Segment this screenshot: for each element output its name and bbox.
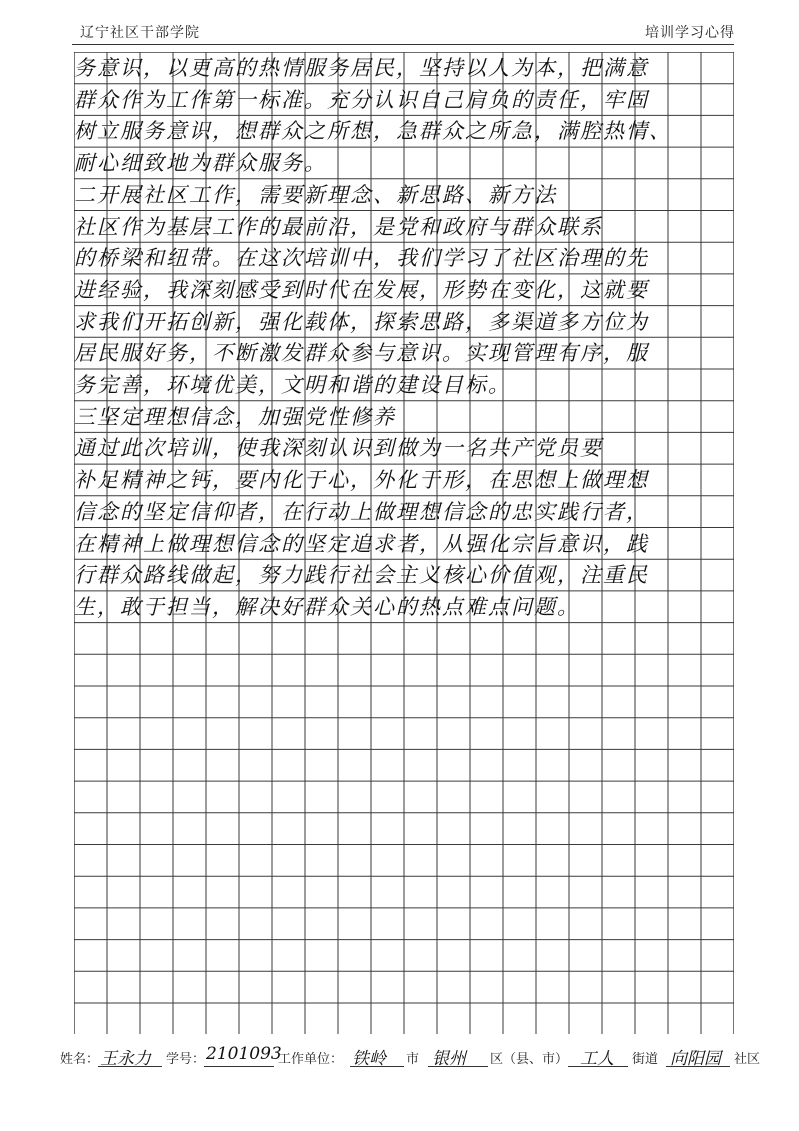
handwritten-line: 生，敢于担当，解决好群众关心的热点难点问题。 xyxy=(74,594,580,619)
district-underline xyxy=(428,1066,488,1067)
handwritten-line: 居民服好务，不断激发群众参与意识。实现管理有序，服 xyxy=(74,341,649,366)
handwritten-line xyxy=(74,846,734,876)
header-institution: 辽宁社区干部学院 xyxy=(80,25,200,41)
street-underline xyxy=(568,1066,628,1067)
handwritten-line: 求我们开拓创新，强化载体，探索思路，多渠道多方位为 xyxy=(74,309,649,334)
name-underline xyxy=(98,1066,162,1067)
handwritten-line xyxy=(74,750,734,780)
id-value: 2101093 xyxy=(206,1044,282,1064)
handwritten-line: 行群众路线做起，努力践行社会主义核心价值观，注重民 xyxy=(74,563,649,588)
writing-grid xyxy=(74,52,734,1034)
handwritten-line: 在精神上做理想信念的坚定追求者，从强化宗旨意识，践 xyxy=(74,531,649,556)
header-doc-title: 培训学习心得 xyxy=(645,25,735,41)
city-value: 铁岭 xyxy=(352,1049,386,1069)
handwritten-line xyxy=(74,782,734,812)
id-underline xyxy=(204,1066,274,1067)
name-label: 姓名： xyxy=(60,1052,100,1067)
community-suffix: 社区 xyxy=(734,1052,761,1067)
handwritten-line xyxy=(74,909,734,939)
handwritten-line xyxy=(74,624,734,654)
district-value: 银州 xyxy=(432,1049,466,1069)
handwritten-line: 社区作为基层工作的最前沿，是党和政府与群众联系 xyxy=(74,214,603,239)
footer-info xyxy=(60,1044,761,1076)
handwritten-line: 通过此次培训，使我深刻认识到做为一名共产党员要 xyxy=(74,436,603,461)
handwritten-line: 务意识，以更高的热情服务居民，坚持以人为本，把满意 xyxy=(74,56,649,80)
unit-label: 工作单位： xyxy=(278,1052,344,1067)
handwritten-line xyxy=(74,719,734,749)
handwritten-line xyxy=(74,687,734,717)
handwritten-line xyxy=(74,877,734,907)
city-underline xyxy=(350,1066,404,1067)
handwritten-line: 进经验，我深刻感受到时代在发展，形势在变化，这就要 xyxy=(74,277,649,302)
handwritten-line xyxy=(74,941,734,971)
street-value: 工人 xyxy=(580,1049,614,1069)
header-rule xyxy=(72,44,734,45)
city-suffix: 市 xyxy=(406,1052,420,1067)
handwritten-line: 群众作为工作第一标准。充分认识自己肩负的责任，牢固 xyxy=(74,87,649,112)
handwritten-line xyxy=(74,1004,734,1034)
community-underline xyxy=(666,1066,730,1067)
street-suffix: 街道 xyxy=(632,1052,659,1067)
handwritten-line: 的桥梁和纽带。在这次培训中，我们学习了社区治理的先 xyxy=(74,246,649,271)
handwritten-line: 树立服务意识，想群众之所想，急群众之所急，满腔热情、 xyxy=(74,119,672,144)
district-suffix: 区（县、市） xyxy=(490,1052,569,1067)
id-label: 学号： xyxy=(166,1052,206,1067)
handwritten-line xyxy=(74,972,734,1002)
handwritten-line: 信念的坚定信仰者，在行动上做理想信念的忠实践行者， xyxy=(74,499,649,524)
handwritten-line xyxy=(74,655,734,685)
handwritten-line: 三坚定理想信念，加强党性修养 xyxy=(74,404,396,429)
community-value: 向阳园 xyxy=(670,1049,721,1069)
handwritten-line xyxy=(74,814,734,844)
name-value: 王永力 xyxy=(100,1049,151,1069)
handwritten-line: 二开展社区工作，需要新理念、新思路、新方法 xyxy=(74,182,557,207)
handwritten-line: 补足精神之钙，要内化于心，外化于形，在思想上做理想 xyxy=(74,468,649,493)
handwritten-line: 务完善，环境优美，文明和谐的建设目标。 xyxy=(74,373,511,397)
handwritten-line: 耐心细致地为群众服务。 xyxy=(74,151,327,176)
